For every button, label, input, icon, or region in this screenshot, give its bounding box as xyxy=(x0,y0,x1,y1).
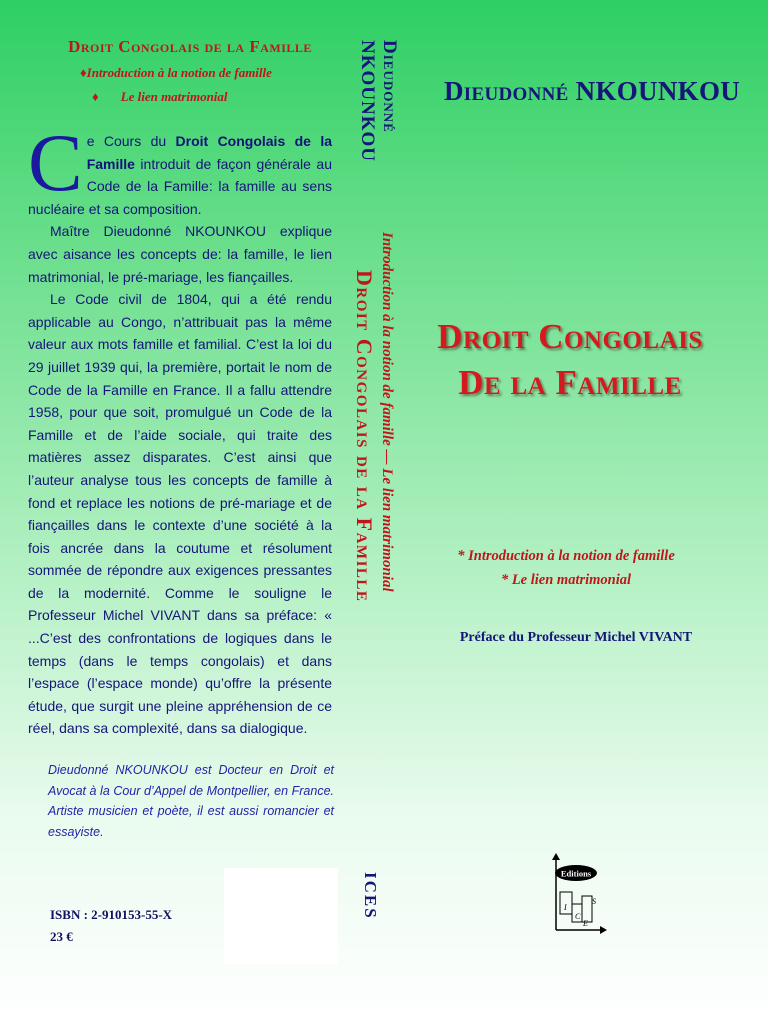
back-subtitle-2 xyxy=(92,88,228,106)
logo-letter-e: E xyxy=(583,919,588,928)
isbn-block xyxy=(50,904,172,948)
bullet-icon: ♦ xyxy=(92,89,99,104)
spine-author xyxy=(356,40,400,210)
front-subtitles xyxy=(410,544,722,592)
spine-subtitle: Introduction à la notion de famille — Le lien matrimonial xyxy=(379,232,395,592)
logo-letter-i: I xyxy=(564,903,567,912)
blurb-p1-start: e Cours du xyxy=(86,133,176,149)
publisher-logo-icon xyxy=(548,852,608,936)
logo-letter-c: C xyxy=(575,912,581,921)
front-subtitle-1: * Introduction à la notion de famille xyxy=(457,548,675,564)
spine-title: Droit Congolais de la Famille xyxy=(352,270,377,603)
spine-author-first: Dieudonné xyxy=(379,40,400,133)
logo-letter-s: S xyxy=(592,897,596,906)
preface-credit: Préface du Professeur Michel VIVANT xyxy=(459,630,693,645)
blurb-paragraph-3: Le Code civil de 1804, qui a été rendu applicable au Congo, n’attribuait pas la même valeur aux mots famille et familial. C’est la loi du 29 juillet 1939 qui, la première, portait le nom de Code de la Famille en France. Il a fallu attendre 1958, pour que soit, promulgué un Code de la Famille et de l’aide sociale, qui traite des matières assez disparates. C’est ainsi que l’auteur analyse tous les concepts de famille à fond et replace les notions de pré-mariage et de fiançailles dans le contexte d’une société à la fois ancrée dans la coutume et résolument sommée de répondre aux exigences pressantes de la modernité. Comme le souligne le Professeur Michel VIVANT dans sa préface: « ...C’est des confrontations de logiques dans le temps (dans le temps congolais) et dans l’espace (l’espace monde) qu’offre la présente étude, que surgit une pleine appréhension de ce réel, dans sa complexité, dans sa dialogique. xyxy=(28,291,332,737)
isbn: ISBN : 2-910153-55-X xyxy=(50,907,173,922)
price: 23 € xyxy=(50,929,73,944)
blurb-p1-end: introduit de façon générale au Code de la Famille: la famille au sens nucléaire et sa composition. xyxy=(28,155,332,217)
author-bio: Dieudonné NKOUNKOU est Docteur en Droit et Avocat à la Cour d’Appel de Montpellier, en France. Artiste musicien et poète, il est aussi romancier et essayiste. xyxy=(48,763,334,839)
spine-publisher: ICES xyxy=(361,872,380,920)
barcode-area xyxy=(224,868,338,964)
drop-cap: C xyxy=(28,117,83,208)
back-cover-blurb xyxy=(28,117,332,740)
front-title-line-2: De la Famille xyxy=(458,363,682,402)
logo-label: Editions xyxy=(560,868,592,879)
front-subtitle-2: * Le lien matrimonial xyxy=(500,572,632,588)
spine-author-last: NKOUNKOU xyxy=(357,40,378,162)
back-cover-title: Droit Congolais de la Famille xyxy=(68,37,312,56)
front-title-line-1: Droit Congolais xyxy=(437,317,703,356)
front-author: Dieudonné NKOUNKOU xyxy=(444,76,741,106)
back-subtitle-1: ♦Introduction à la notion de famille xyxy=(80,65,272,80)
blurb-paragraph-2: Maître Dieudonné NKOUNKOU explique avec aisance les concepts de: la famille, le lien matrimonial, le pré-mariage, les fiançailles. xyxy=(28,223,332,285)
front-title xyxy=(414,314,726,406)
blurb-p1-bold: Droit Congolais de la Famille xyxy=(86,133,332,172)
back-subtitle-2-text: Le lien matrimonial xyxy=(120,89,228,104)
